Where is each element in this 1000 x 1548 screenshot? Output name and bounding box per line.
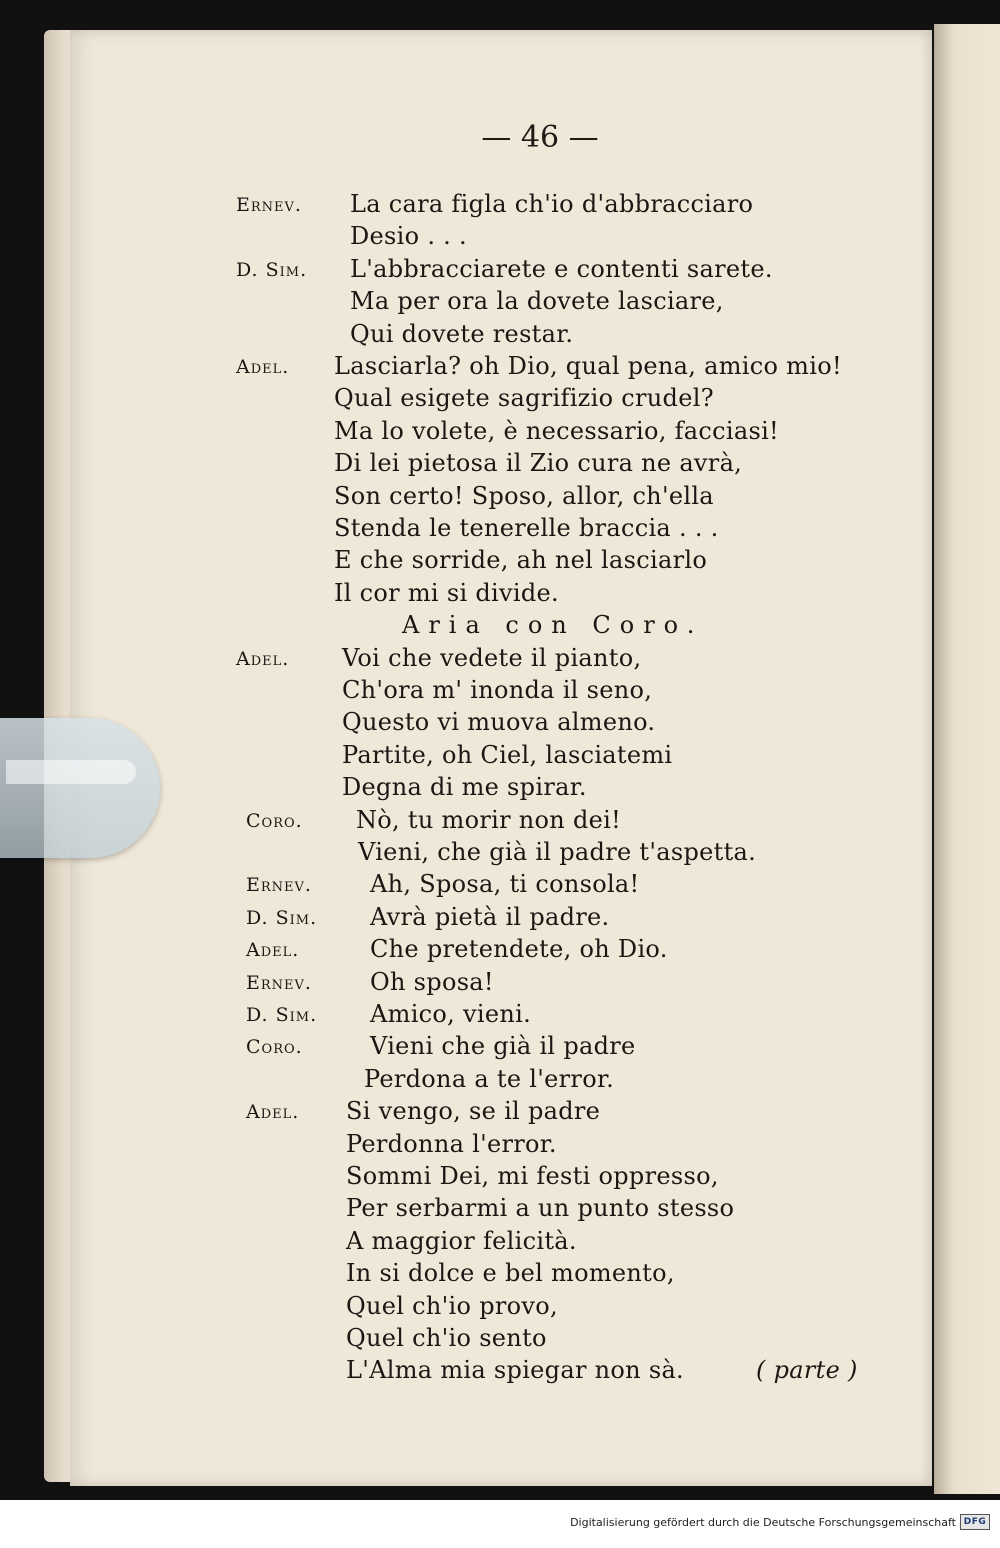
speaker-label: Adel. xyxy=(246,1101,300,1124)
adjacent-page-edge xyxy=(934,24,1000,1494)
verse-line: Son certo! Sposo, allor, ch'ella xyxy=(334,481,714,510)
verse-line: Qual esigete sagrifizio crudel? xyxy=(334,384,714,413)
verse-line: Perdona a te l'error. xyxy=(364,1064,615,1093)
speaker-label: Ernev. xyxy=(246,874,312,897)
verse-line: Di lei pietosa il Zio cura ne avrà, xyxy=(334,449,743,478)
verse-line: Stenda le tenerelle braccia . . . xyxy=(334,514,719,542)
verse-line: Sommi Dei, mi festi oppresso, xyxy=(346,1162,719,1190)
verse-line: L'Alma mia spiegar non sà. xyxy=(346,1356,684,1385)
verse-line: Nò, tu morir non dei! xyxy=(356,805,622,834)
verse-line: Lasciarla? oh Dio, qual pena, amico mio! xyxy=(334,352,842,380)
speaker-label: Ernev. xyxy=(246,971,312,994)
speaker-label: Ernev. xyxy=(236,194,302,216)
verse-line: Quel ch'io sento xyxy=(346,1324,547,1352)
verse-line: Ma per ora la dovete lasciare, xyxy=(350,287,724,316)
verse-line: Che pretendete, oh Dio. xyxy=(370,935,668,964)
stage-direction: ( parte ) xyxy=(756,1356,858,1385)
verse-line: Vieni che già il padre xyxy=(370,1032,636,1061)
verse-line: Ch'ora m' inonda il seno, xyxy=(342,676,653,704)
verse-line: Degna di me spirar. xyxy=(342,773,587,802)
dfg-logo: DFG xyxy=(960,1514,990,1530)
verse-line: Quel ch'io provo, xyxy=(346,1291,558,1320)
speaker-label: Adel. xyxy=(246,939,300,962)
verse-line: Oh sposa! xyxy=(370,967,494,996)
verse-line: In si dolce e bel momento, xyxy=(346,1259,675,1288)
verse-line: Ah, Sposa, ti consola! xyxy=(370,870,640,899)
speaker-label: D. Sim. xyxy=(246,1004,318,1026)
verse-line: Perdonna l'error. xyxy=(346,1129,557,1158)
verse-line: Questo vi muova almeno. xyxy=(342,708,656,737)
verse-line: Il cor mi si divide. xyxy=(334,578,559,607)
verse-line: L'abbracciarete e contenti sarete. xyxy=(350,254,773,283)
verse-line: A maggior felicità. xyxy=(346,1226,577,1255)
verse-line: Avrà pietà il padre. xyxy=(370,902,610,931)
speaker-label: Coro. xyxy=(246,809,303,832)
verse-line: Si vengo, se il padre xyxy=(346,1097,601,1126)
verse-line: E che sorride, ah nel lasciarlo xyxy=(334,546,708,575)
speaker-label: D. Sim. xyxy=(236,258,308,281)
footer-bar xyxy=(0,1500,1000,1548)
verse-line: Ma lo volete, è necessario, facciasi! xyxy=(334,416,779,445)
page-number: — 46 — xyxy=(481,120,599,155)
speaker-label: Coro. xyxy=(246,1036,303,1059)
page-clip xyxy=(0,718,160,858)
speaker-label: D. Sim. xyxy=(246,906,318,929)
verse-line: Vieni, che già il padre t'aspetta. xyxy=(358,838,757,866)
verse-line: Qui dovete restar. xyxy=(350,319,574,348)
verse-line: Voi che vedete il pianto, xyxy=(342,643,642,672)
speaker-label: Adel. xyxy=(236,356,290,378)
speaker-label: Adel. xyxy=(236,647,290,670)
verse-line: Desio . . . xyxy=(350,222,467,251)
footer-credit: Digitalisierung gefördert durch die Deutsche Forschungsgemeinschaft xyxy=(570,1516,956,1529)
verse-line: La cara figla ch'io d'abbracciaro xyxy=(350,190,754,218)
verse-line: Amico, vieni. xyxy=(370,1000,532,1028)
verse-line: Partite, oh Ciel, lasciatemi xyxy=(342,740,673,769)
verse-line: Per serbarmi a un punto stesso xyxy=(346,1194,735,1223)
aria-heading: Aria con Coro. xyxy=(402,611,704,640)
